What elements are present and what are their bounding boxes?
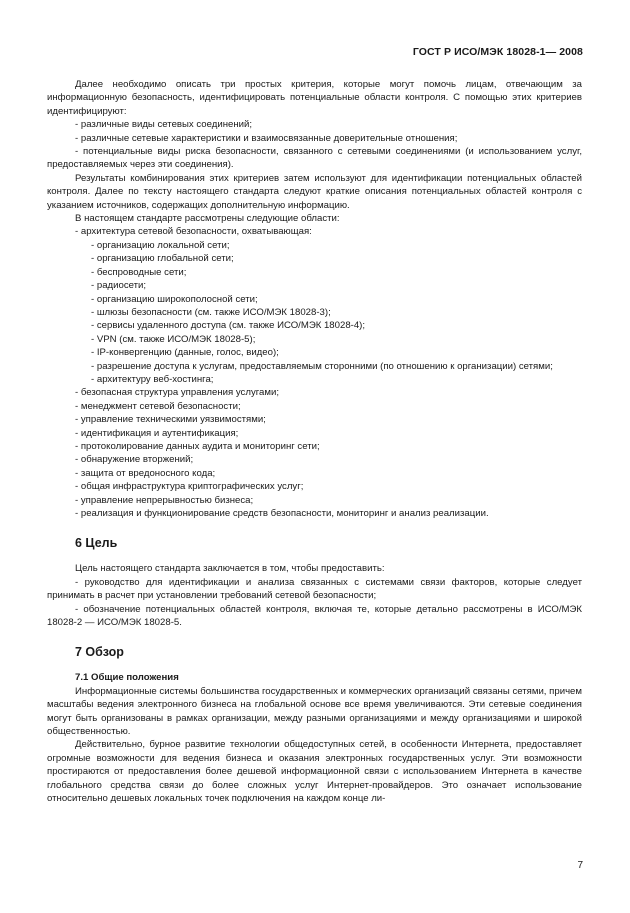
architecture-item: - беспроводные сети; bbox=[91, 266, 187, 278]
area-item: - безопасная структура управления услугами; bbox=[75, 387, 279, 399]
architecture-item: - организацию локальной сети; bbox=[91, 239, 230, 251]
page-number: 7 bbox=[577, 860, 583, 871]
intro-paragraph-3: В настоящем стандарте рассмотрены следующие области: bbox=[75, 213, 340, 225]
area-item: - управление непрерывностью бизнеса; bbox=[75, 494, 254, 506]
page-body bbox=[47, 78, 582, 806]
architecture-item: - организацию глобальной сети; bbox=[91, 253, 234, 265]
architecture-item: - IP-конвергенцию (данные, голос, видео); bbox=[91, 347, 279, 359]
section-7-title: 7 Обзор bbox=[75, 645, 124, 660]
architecture-item: - организацию широкополосной сети; bbox=[91, 293, 258, 305]
section-6-paragraph: Цель настоящего стандарта заключается в том, чтобы предоставить: bbox=[75, 563, 385, 575]
area-item: - реализация и функционирование средств безопасности, мониторинг и анализ реализации. bbox=[75, 508, 489, 519]
architecture-item: - шлюзы безопасности (см. также ИСО/МЭК 18028-3); bbox=[91, 306, 331, 318]
area-item: - обнаружение вторжений; bbox=[75, 454, 194, 466]
intro-paragraph-2: Результаты комбинирования этих критериев затем используют для идентификации потенциальных областей контроля. Далее по тексту настоящего стандарта следуют краткие описания потенциальных областей контроля с указанием источников, содержащих дополнительную информацию. bbox=[47, 172, 582, 211]
section-7-paragraph-2: Действительно, бурное развитие технологии общедоступных сетей, в особенности Интернета, предоставляет огромные возможности для ведения бизнеса и оказания электронных государственных услуг. Эти возможности простираются от предоставления более дешевой информационной связи с использованием Интернета в качестве глобального средства связи до более сложных услуг Интернет-провайдеров. Это означает использование относительно дешевых локальных точек подключения на каждом конце ли- bbox=[47, 739, 582, 805]
section-7-paragraph-1: Информационные системы большинства государственных и коммерческих организаций связаны сетями, причем масштабы ведения электронного бизнеса на глобальной основе все время увеличиваются. Эти сетевые соединения могут быть организованы в рамках организации, между разными организациями и между организациями и широкой общественностью. bbox=[47, 685, 582, 738]
architecture-item: - VPN (см. также ИСО/МЭК 18028-5); bbox=[91, 333, 256, 345]
architecture-item: - архитектуру веб-хостинга; bbox=[91, 373, 214, 385]
architecture-item: - радиосети; bbox=[91, 280, 147, 292]
area-item: - защита от вредоносного кода; bbox=[75, 467, 216, 479]
architecture-item: - разрешение доступа к услугам, предоставляемым сторонними (по отношению к организации) сетями; bbox=[91, 360, 553, 372]
criteria-item: - различные сетевые характеристики и взаимосвязанные доверительные отношения; bbox=[75, 132, 458, 144]
intro-paragraph-1: Далее необходимо описать три простых критерия, которые могут помочь лицам, отвечающим за информационную безопасность, идентифицировать потенциальные области контроля. С помощью этих критериев идентифицируют: bbox=[47, 79, 582, 117]
area-item: - общая инфраструктура криптографических услуг; bbox=[75, 481, 304, 493]
criteria-item: - потенциальные виды риска безопасности, связанного с сетевыми соединениями (и использованием услуг, предоставляемых через эти соединения). bbox=[47, 146, 582, 171]
area-item: - управление техническими уязвимостями; bbox=[75, 414, 266, 426]
area-item: - протоколирование данных аудита и мониторинг сети; bbox=[75, 440, 320, 452]
criteria-item: - различные виды сетевых соединений; bbox=[75, 119, 253, 131]
section-6-title: 6 Цель bbox=[75, 536, 118, 551]
page-header-standard: ГОСТ Р ИСО/МЭК 18028-1— 2008 bbox=[412, 46, 583, 58]
area-item: - менеджмент сетевой безопасности; bbox=[75, 400, 241, 412]
architecture-item: - сервисы удаленного доступа (см. также ИСО/МЭК 18028-4); bbox=[91, 320, 366, 332]
architecture-label: - архитектура сетевой безопасности, охватывающая: bbox=[75, 226, 312, 238]
area-item: - идентификация и аутентификация; bbox=[75, 427, 239, 439]
subsection-7-1-title: 7.1 Общие положения bbox=[75, 672, 179, 684]
section-6-item: - руководство для идентификации и анализа связанных с системами связи факторов, которые следует принимать в расчет при установлении требований сетевой безопасности; bbox=[47, 576, 582, 602]
section-6-item: - обозначение потенциальных областей контроля, включая те, которые детально рассмотрены в ИСО/МЭК 18028-2 — ИСО/МЭК 18028-5. bbox=[47, 603, 582, 629]
